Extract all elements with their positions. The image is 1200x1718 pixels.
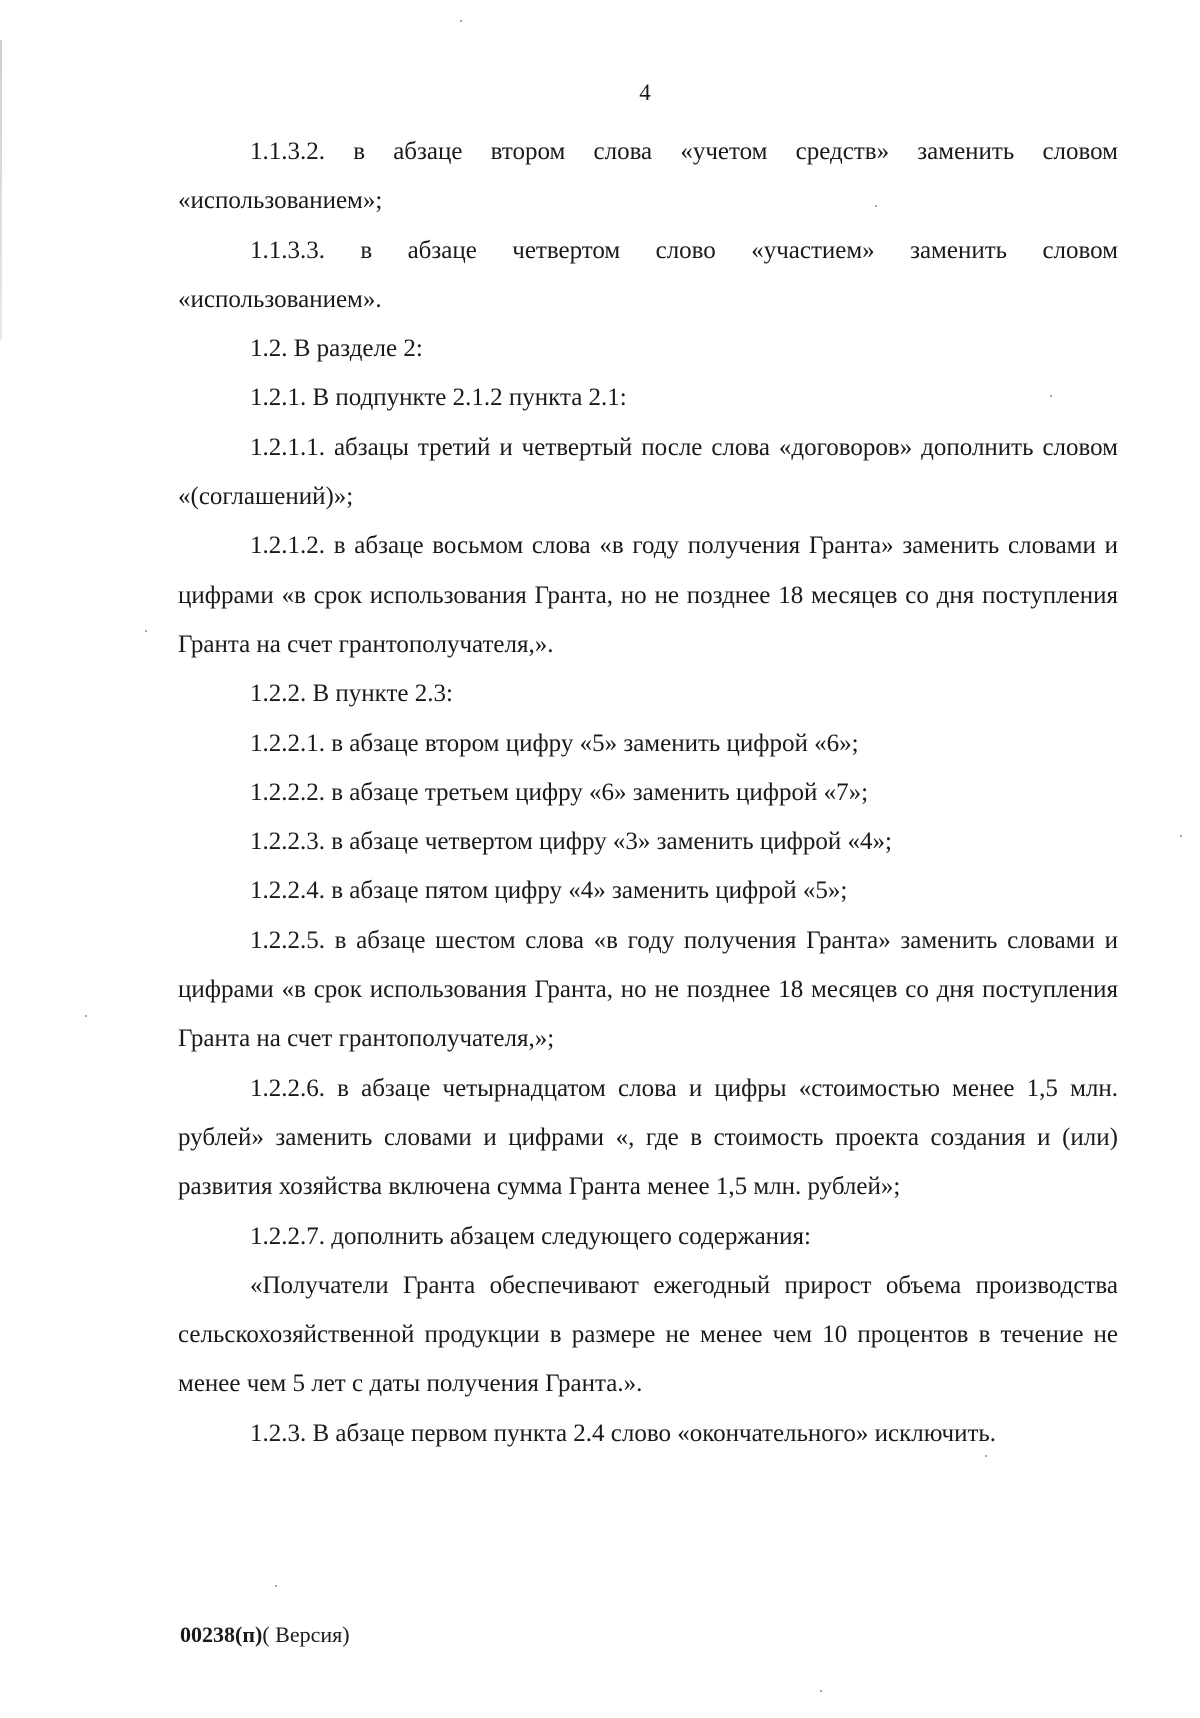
scan-speck: [145, 630, 147, 632]
paragraph-1-2-2-7: 1.2.2.7. дополнить абзацем следующего содержания:: [250, 1222, 811, 1250]
paragraph-1-2-1: 1.2.1. В подпункте 2.1.2 пункта 2.1:: [250, 384, 627, 412]
scan-speck: [275, 1585, 277, 1587]
scan-speck: [875, 205, 877, 207]
document-code: 00238(п): [180, 1622, 263, 1647]
document-body: [178, 127, 1118, 1458]
scan-speck: [985, 1455, 987, 1457]
scan-speck: [1180, 835, 1182, 837]
paragraph-1-2-3: 1.2.3. В абзаце первом пункта 2.4 слово «окончательного» исключить.: [250, 1419, 997, 1447]
paragraph-1-2-1-2: 1.2.1.2. в абзаце восьмом слова «в году получения Гранта» заменить словами и цифрами «в срок использования Гранта, но не позднее 18 месяцев со дня поступления Гранта на счет грантополучателя,».: [178, 532, 1118, 658]
paragraph-1-2: 1.2. В разделе 2:: [250, 335, 423, 363]
paragraph-1-2-1-1: 1.2.1.1. абзацы третий и четвертый после слова «договоров» дополнить словом «(соглашений)»;: [178, 433, 1118, 511]
scan-speck: [85, 1015, 87, 1017]
paragraph-1-2-2-6: 1.2.2.6. в абзаце четырнадцатом слова и цифры «стоимостью менее 1,5 млн. рублей» заменить словами и цифрами «, где в стоимость проекта создания и (или) развития хозяйства включена сумма Гранта менее 1,5 млн. рублей»;: [178, 1074, 1118, 1201]
paragraph-1-2-2: 1.2.2. В пункте 2.3:: [250, 680, 453, 708]
paragraph-1-1-3-2: 1.1.3.2. в абзаце втором слова «учетом средств» заменить словом «использованием»;: [178, 138, 1118, 215]
document-version: ( Версия): [262, 1622, 350, 1647]
paragraph-1-2-2-2: 1.2.2.2. в абзаце третьем цифру «6» заменить цифрой «7»;: [250, 778, 869, 806]
paragraph-quoted-addition: «Получатели Гранта обеспечивают ежегодный прирост объема производства сельскохозяйственной продукции в размере не менее чем 10 процентов в течение не менее чем 5 лет с даты получения Гранта.».: [178, 1271, 1118, 1398]
paragraph-1-2-2-3: 1.2.2.3. в абзаце четвертом цифру «3» заменить цифрой «4»;: [250, 828, 892, 856]
scan-speck: [820, 1690, 822, 1692]
scan-speck: [1050, 395, 1052, 397]
paragraph-1-2-2-4: 1.2.2.4. в абзаце пятом цифру «4» заменить цифрой «5»;: [250, 877, 848, 905]
paragraph-1-2-2-5: 1.2.2.5. в абзаце шестом слова «в году получения Гранта» заменить словами и цифрами «в срок использования Гранта, но не позднее 18 месяцев со дня поступления Гранта на счет грантополучателя,»;: [178, 926, 1118, 1053]
scan-speck: [460, 20, 462, 22]
paragraph-1-2-2-1: 1.2.2.1. в абзаце втором цифру «5» заменить цифрой «6»;: [250, 729, 859, 757]
page-number: 4: [639, 80, 651, 105]
document-footer: [180, 1622, 350, 1648]
paragraph-1-1-3-3: 1.1.3.3. в абзаце четвертом слово «участием» заменить словом «использованием».: [178, 236, 1118, 313]
